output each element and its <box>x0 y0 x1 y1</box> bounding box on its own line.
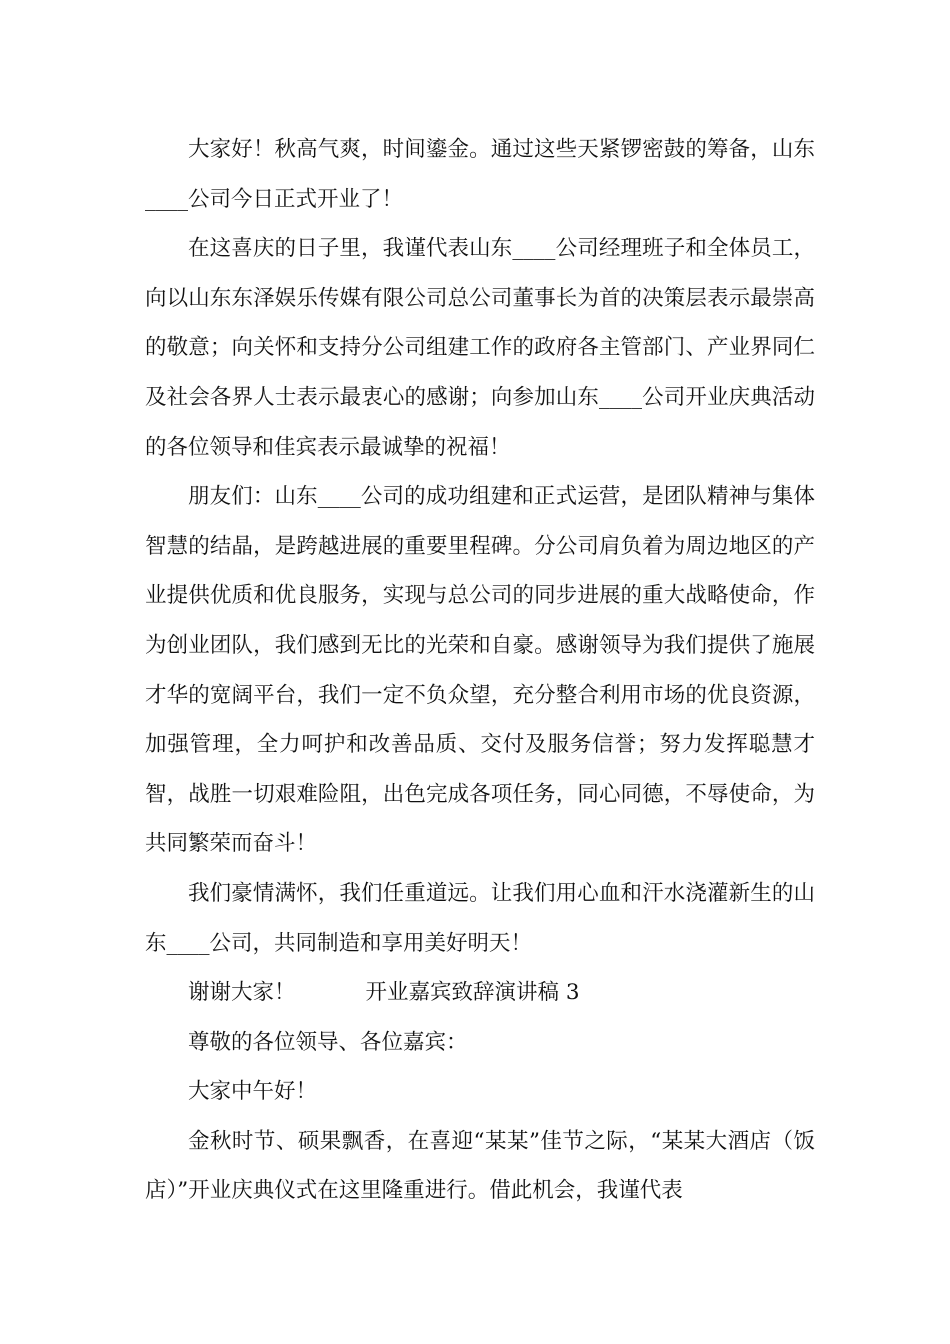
closing-and-heading-line <box>145 968 815 1018</box>
paragraph-ambition: 我们豪情满怀，我们任重道远。让我们用心血和汗水浇灌新生的山东____公司，共同制造和享用美好明天！ <box>145 880 815 956</box>
document-body <box>145 125 815 1216</box>
paragraph-thanks: 在这喜庆的日子里，我谨代表山东____公司经理班子和全体员工，向以山东东泽娱乐传媒有限公司总公司董事长为首的决策层表示最崇高的敬意；向关怀和支持分公司组建工作的政府各主管部门、产业界同仁及社会各界人士表示最衷心的感谢；向参加山东____公司开业庆典活动的各位领导和佳宾表示最诚挚的祝福！ <box>145 236 815 460</box>
section-heading: 开业嘉宾致辞演讲稿 3 <box>365 980 580 1006</box>
closing-text: 谢谢大家！ <box>188 980 296 1006</box>
greeting-line: 大家中午好！ <box>188 1079 318 1105</box>
paragraph-final: 金秋时节、硕果飘香，在喜迎“某某”佳节之际，“某某大酒店（饭店）”开业庆典仪式在这里隆重进行。借此机会，我谨代表 <box>145 1128 815 1204</box>
salutation-line: 尊敬的各位领导、各位嘉宾： <box>188 1029 468 1055</box>
paragraph-friends: 朋友们：山东____公司的成功组建和正式运营，是团队精神与集体智慧的结晶，是跨越进展的重要里程碑。分公司肩负着为周边地区的产业提供优质和优良服务，实现与总公司的同步进展的重大战略使命，作为创业团队，我们感到无比的光荣和自豪。感谢领导为我们提供了施展才华的宽阔平台，我们一定不负众望，充分整合利用市场的优良资源，加强管理，全力呵护和改善品质、交付及服务信誉；努力发挥聪慧才智，战胜一切艰难险阻，出色完成各项任务，同心同德，不辱使命，为共同繁荣而奋斗！ <box>145 484 815 857</box>
paragraph-opening: 大家好！秋高气爽，时间鎏金。通过这些天紧锣密鼓的筹备，山东____公司今日正式开业了！ <box>145 137 815 212</box>
